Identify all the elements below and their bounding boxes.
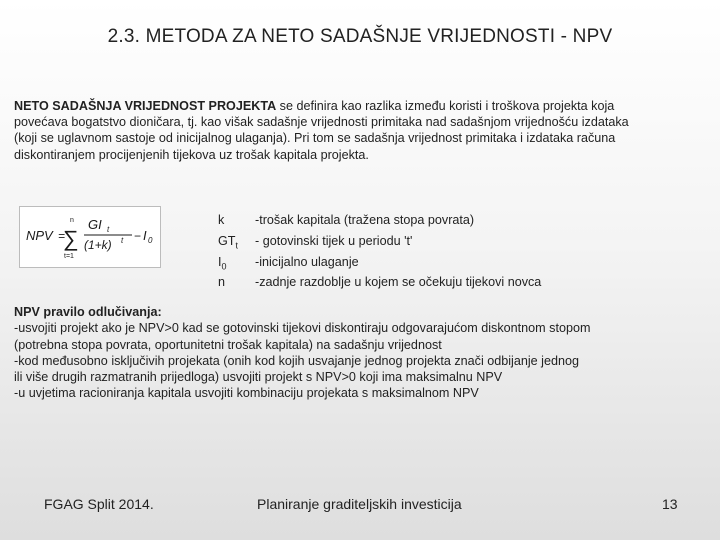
decision-rule-line: -usvojiti projekt ako je NPV>0 kad se gotovinski tijekovi diskontiraju odgovarajućom diskontnom stopom [14, 321, 591, 336]
decision-rule [14, 304, 710, 402]
npv-formula-image [19, 206, 161, 268]
decision-rule-line: ili više drugih razmatranih prijedloga) usvojiti projekt s NPV>0 koji ima maksimalnu NPV [14, 370, 503, 385]
slide-footer [0, 496, 720, 516]
definition-symbol: n [218, 275, 226, 290]
definition-text: -inicijalno ulaganje [255, 254, 359, 269]
definition-row [218, 274, 698, 295]
definition-symbol: k [218, 213, 225, 227]
formula-sigma: ∑ [63, 226, 79, 251]
intro-line: diskontiranjem procijenjenih tijekova uz trošak kapitala projekta. [14, 147, 369, 162]
intro-paragraph [14, 98, 710, 163]
definition-row [218, 233, 698, 254]
decision-rule-line: (potrebna stopa povrata, oportunitetni trošak kapitala) na sadašnju vrijednost [14, 337, 442, 352]
formula-lhs: NPV [26, 228, 53, 243]
slide-title: 2.3. METODA ZA NETO SADAŠNJE VRIJEDNOSTI - NPV [107, 26, 613, 47]
definition-row [218, 254, 698, 275]
formula-denominator-sup: t [121, 236, 124, 245]
formula-rhs-sub: 0 [148, 236, 153, 245]
decision-rule-title: NPV pravilo odlučivanja: [14, 305, 162, 319]
intro-line: povećava bogatstvo dioničara, tj. kao višak sadašnje vrijednosti primitaka nad sadašnjom vrijednošću izdataka [14, 115, 629, 130]
definition-symbol: $GT_t$ [218, 233, 239, 251]
page-number: 13 [662, 496, 678, 512]
definition-text: - gotovinski tijek u periodu 't' [255, 233, 413, 248]
formula-denominator: (1+k) [84, 238, 112, 252]
definition-row [218, 212, 698, 233]
footer-course: Planiranje graditeljskih investicija [257, 496, 462, 512]
intro-line: (koji se uglavnom sastoje od inicijalnog ulaganja). Pri tom se sadašnja vrijednost primitaka i izdataka računa [14, 131, 616, 146]
definition-text: -zadnje razdoblje u kojem se očekuju tijekovi novca [255, 275, 542, 290]
intro-line: se definira kao razlika između koristi i troškova projekta koja [276, 99, 615, 113]
decision-rule-line: -u uvjetima racioniranja kapitala usvojiti kombinaciju projekata s maksimalnom NPV [14, 386, 479, 401]
intro-term: NETO SADAŠNJA VRIJEDNOST PROJEKTA [14, 99, 277, 113]
formula-rhs: I [143, 228, 147, 243]
formula-numerator: GI [88, 217, 102, 232]
formula-equals: = [58, 229, 66, 243]
definition-text: -trošak kapitala (tražena stopa povrata) [255, 213, 475, 227]
formula-upper-limit: n [70, 217, 74, 224]
formula-numerator-sub: t [107, 225, 110, 234]
npv-formula [20, 207, 160, 267]
variable-definitions [218, 212, 698, 295]
decision-rule-line: -kod međusobno isključivih projekata (onih kod kojih usvajanje jednog projekta znači odbijanje jednog [14, 353, 579, 368]
formula-minus: − [134, 229, 142, 243]
footer-institution: FGAG Split 2014. [44, 496, 154, 512]
definition-symbol: $I_0$ [218, 254, 227, 272]
formula-lower-limit: t=1 [64, 253, 74, 260]
